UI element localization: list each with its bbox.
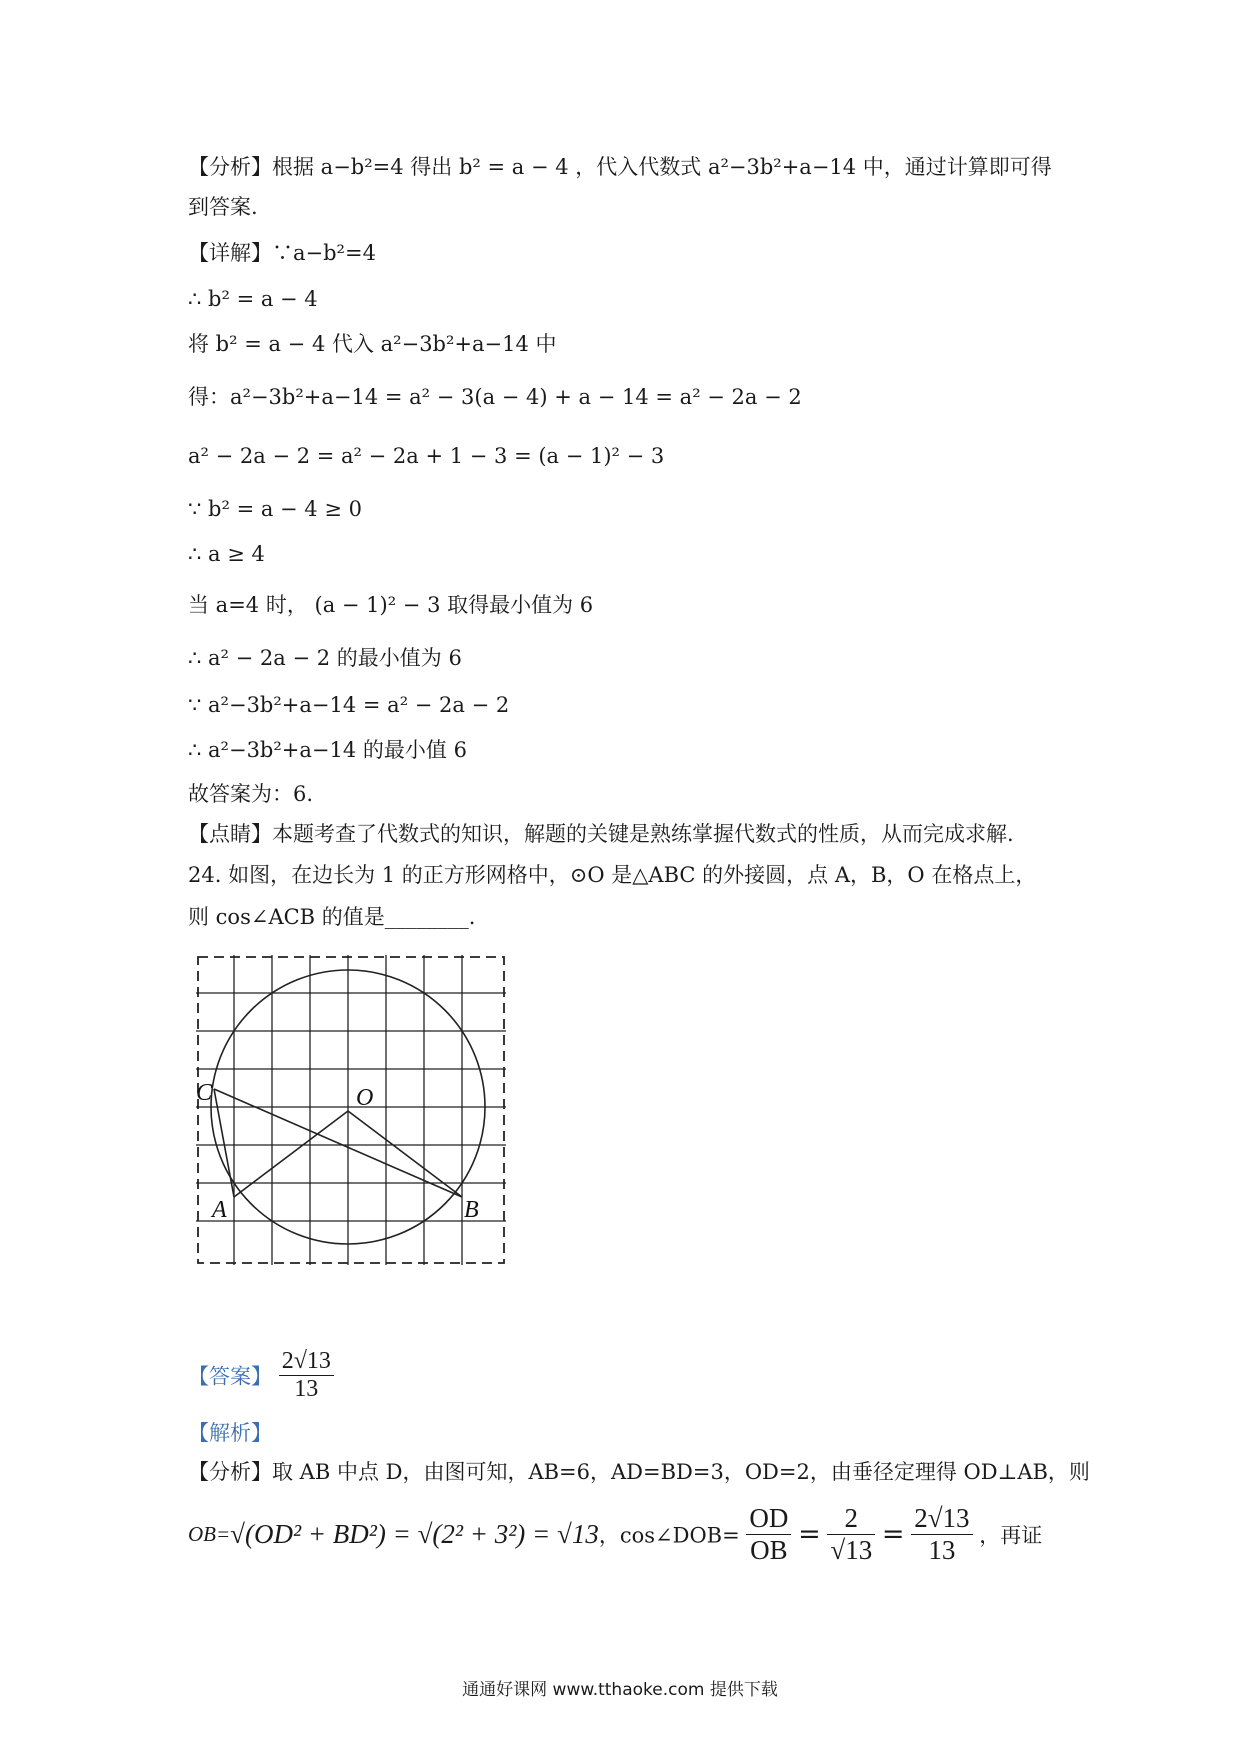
analysis-2-line-1: 【分析】取 AB 中点 D，由图可知，AB=6，AD=BD=3，OD=2，由垂径定理得 OD⊥AB，则 bbox=[188, 1460, 1090, 1484]
detail-line-5: a² − 2a − 2 = a² − 2a + 1 − 3 = (a − 1)² − 3 bbox=[188, 444, 665, 468]
fraction-1-numerator: OD bbox=[746, 1503, 791, 1535]
analysis-suffix: ，再证 bbox=[979, 1523, 1043, 1548]
fraction-od-ob bbox=[746, 1503, 791, 1566]
point-label-b: B bbox=[464, 1197, 479, 1223]
triangle-segments bbox=[214, 1089, 462, 1197]
detail-line-7: ∴ a ≥ 4 bbox=[188, 542, 265, 566]
answer-fraction bbox=[279, 1348, 334, 1403]
detail-line-4: 得：a²−3b²+a−14 = a² − 3(a − 4) + a − 14 = a² − 2a − 2 bbox=[188, 385, 802, 409]
detail-line-9: ∴ a² − 2a − 2 的最小值为 6 bbox=[188, 646, 462, 670]
grid-border bbox=[198, 957, 504, 1263]
detail-line-3: 将 b² = a − 4 代入 a²−3b²+a−14 中 bbox=[188, 332, 557, 356]
detail-line-2: ∴ b² = a − 4 bbox=[188, 287, 318, 311]
fraction-3-denominator: 13 bbox=[928, 1535, 956, 1565]
point-label-o: O bbox=[356, 1085, 374, 1111]
analysis-2-line-2 bbox=[188, 1503, 1042, 1566]
point-label-a: A bbox=[212, 1197, 227, 1223]
question-24-line-2: 则 cos∠ACB 的值是________. bbox=[188, 905, 476, 929]
detail-line-1: 【详解】∵a−b²=4 bbox=[188, 241, 376, 265]
detail-line-10: ∵ a²−3b²+a−14 = a² − 2a − 2 bbox=[188, 693, 510, 717]
answer-row bbox=[188, 1348, 334, 1403]
page-footer: 通通好课网 www.tthaoke.com 提供下载 bbox=[462, 1680, 778, 1700]
detail-line-8: 当 a=4 时， (a − 1)² − 3 取得最小值为 6 bbox=[188, 593, 594, 617]
answer-numerator: 2√13 bbox=[279, 1348, 334, 1376]
fraction-2-numerator: 2 bbox=[827, 1503, 875, 1535]
ob-expression: √(OD² + BD²) = √(2² + 3²) = √13 bbox=[230, 1519, 599, 1549]
point-label-c: C bbox=[196, 1080, 213, 1106]
fraction-3-result bbox=[911, 1503, 972, 1566]
analysis-label: 【解析】 bbox=[188, 1421, 272, 1445]
fraction-2-denominator: √13 bbox=[830, 1535, 873, 1565]
answer-statement: 故答案为：6. bbox=[188, 782, 314, 806]
detail-line-6: ∵ b² = a − 4 ≥ 0 bbox=[188, 497, 362, 521]
cos-prefix: ，cos∠DOB= bbox=[598, 1523, 740, 1548]
comment-line: 【点睛】本题考查了代数式的知识，解题的关键是熟练掌握代数式的性质，从而完成求解. bbox=[188, 822, 1014, 846]
fraction-2-sqrt13 bbox=[827, 1503, 875, 1566]
analysis-line-2: 到答案. bbox=[188, 195, 258, 219]
analysis-line-1: 【分析】根据 a−b²=4 得出 b² = a − 4 ，代入代数式 a²−3b²+a−14 中，通过计算即可得 bbox=[188, 155, 1052, 179]
detail-line-11: ∴ a²−3b²+a−14 的最小值 6 bbox=[188, 738, 467, 762]
fraction-1-denominator: OB bbox=[750, 1535, 788, 1565]
equals-sign-2: = bbox=[881, 1519, 905, 1550]
question-24-line-1: 24. 如图，在边长为 1 的正方形网格中，⊙O 是△ABC 的外接圆，点 A，B，O 在格点上， bbox=[188, 863, 1037, 887]
fraction-3-numerator: 2√13 bbox=[911, 1503, 972, 1535]
answer-label: 【答案】 bbox=[188, 1364, 272, 1389]
ob-prefix: OB= bbox=[188, 1522, 231, 1546]
circumcircle-grid-figure bbox=[196, 955, 516, 1275]
equals-sign-1: = bbox=[798, 1519, 821, 1550]
answer-denominator: 13 bbox=[294, 1376, 319, 1402]
grid-lines bbox=[196, 955, 506, 1265]
